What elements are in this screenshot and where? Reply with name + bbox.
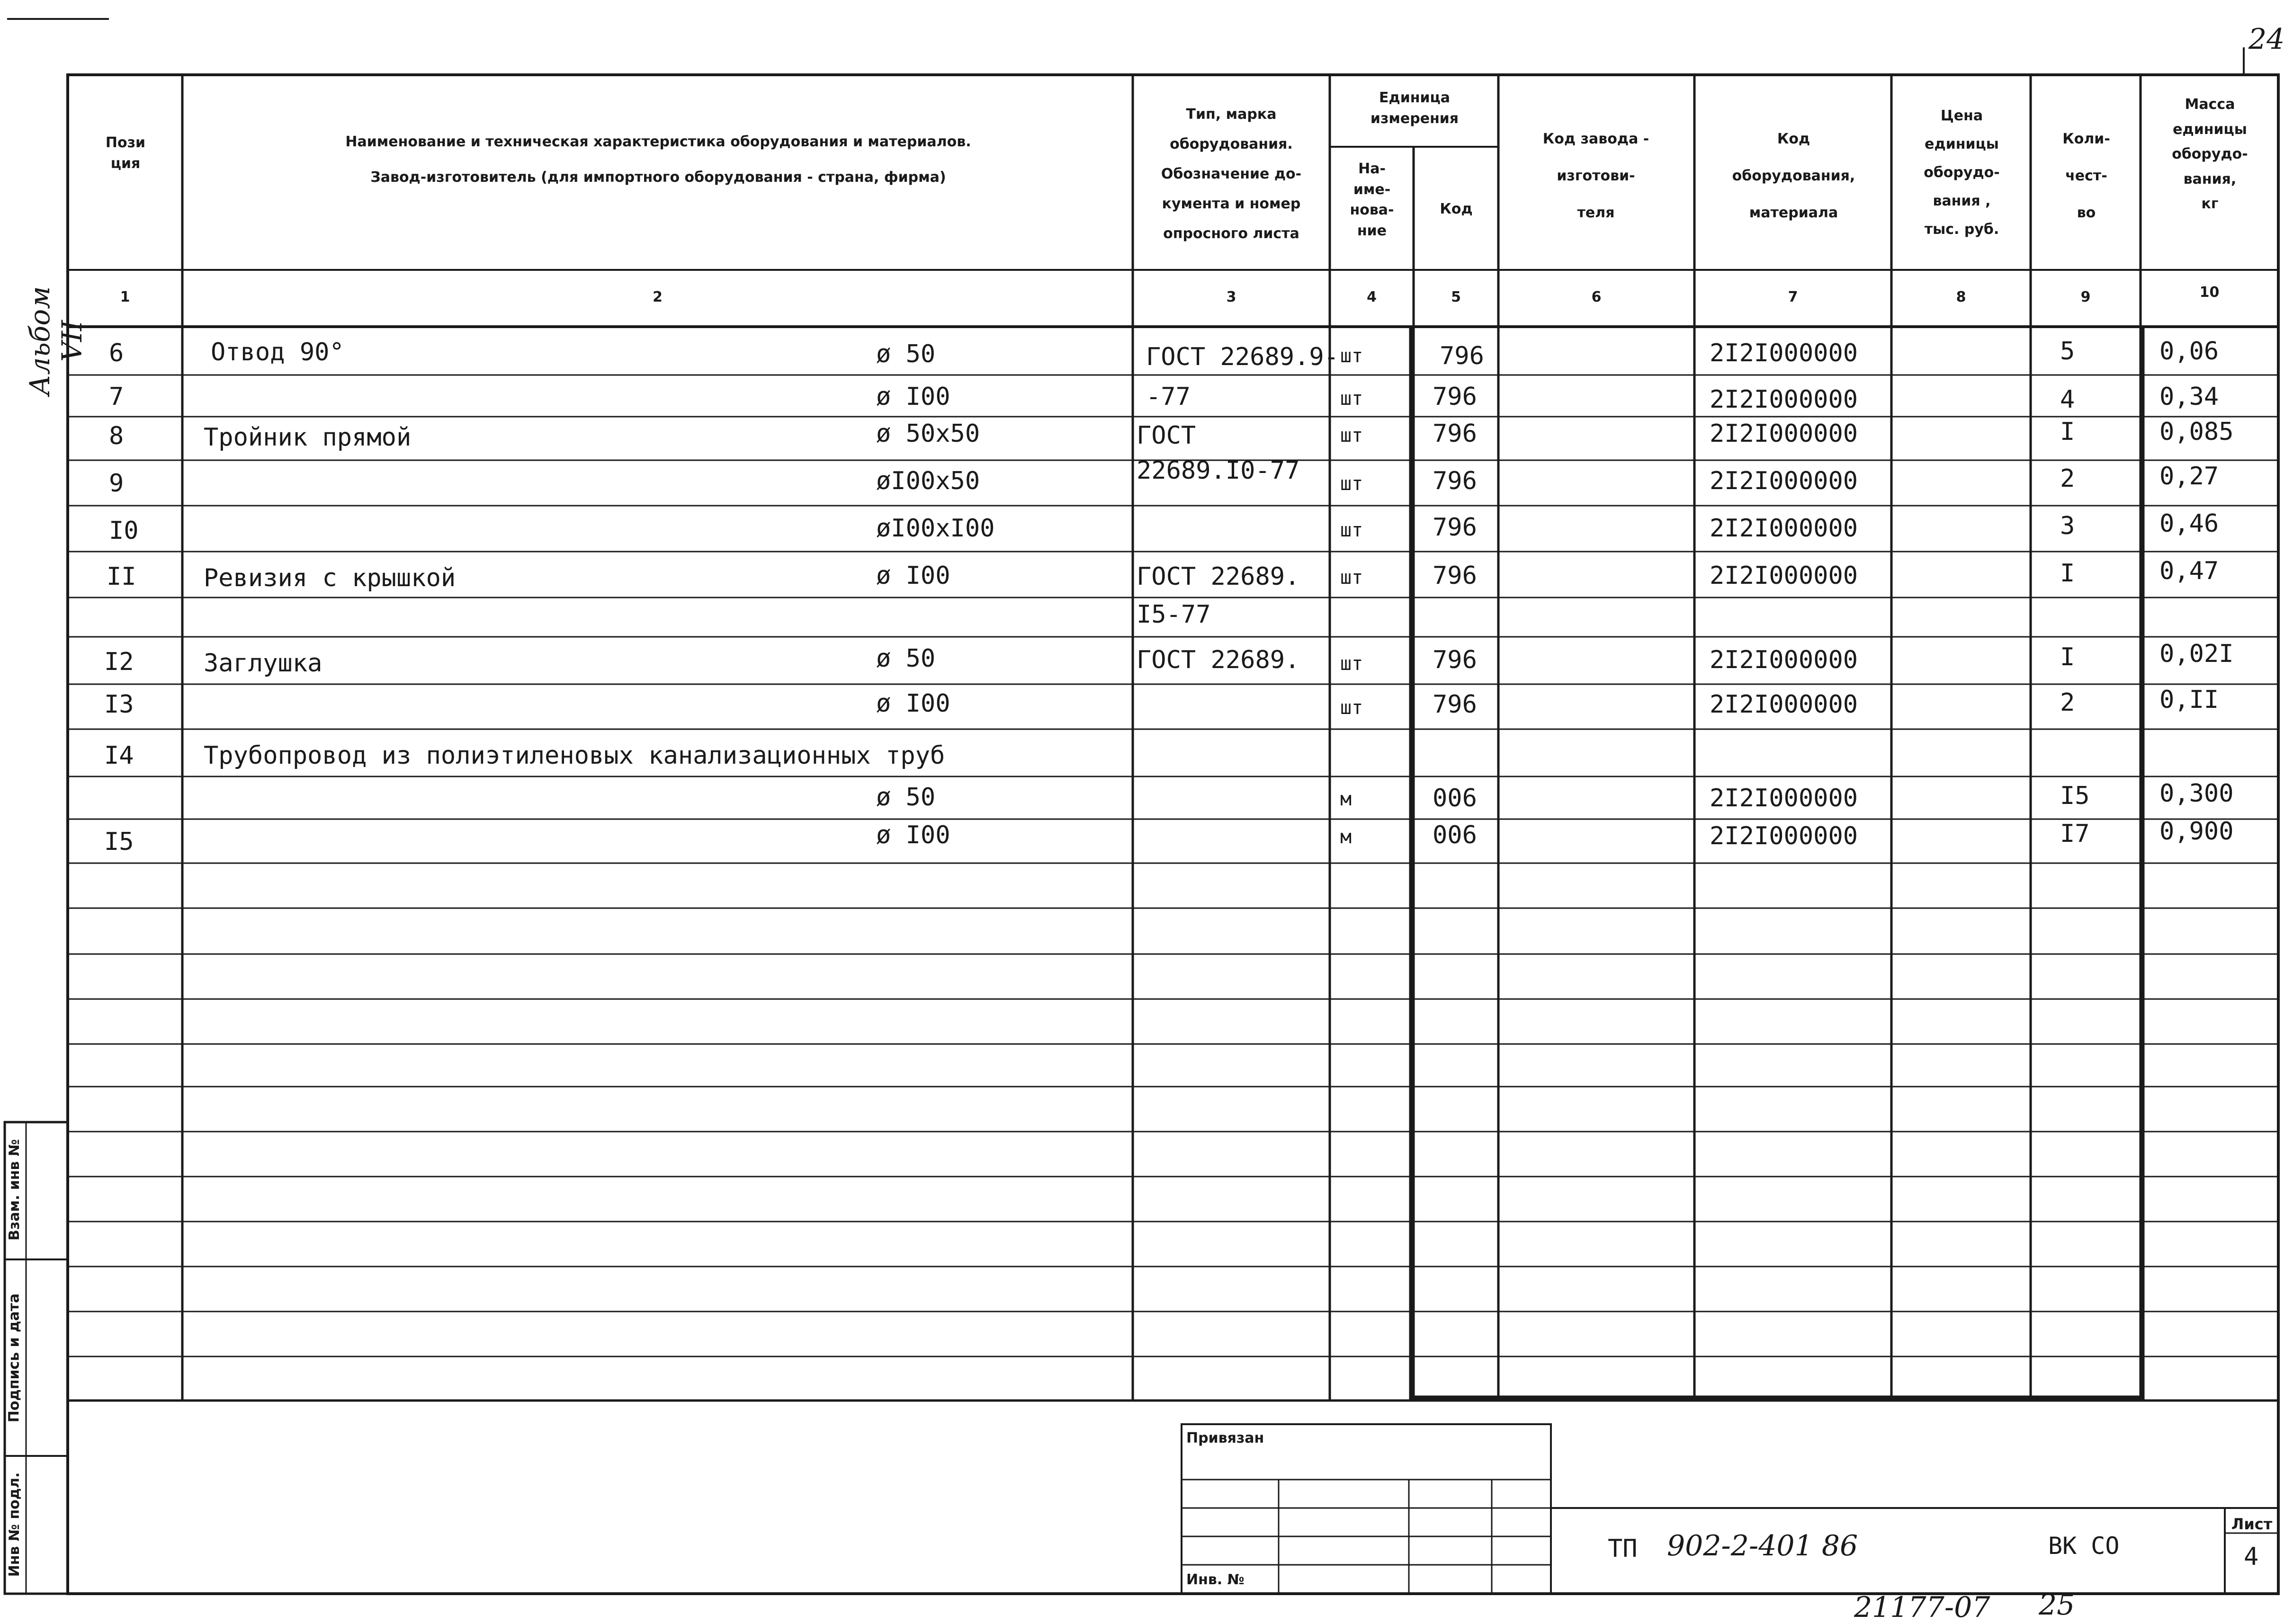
row-pos: I0 bbox=[109, 517, 139, 545]
col-header-name: Наименование и техническая характеристика оборудования и материалов. Завод-изготовитель (для импортного оборудования - страна, фирма) bbox=[345, 134, 971, 186]
row-mass: 0,085 bbox=[2159, 418, 2234, 446]
col-header-unit-code: Код bbox=[1440, 201, 1473, 217]
stamp-code-prefix: ТП bbox=[1608, 1535, 1638, 1563]
row-doc: I5-77 bbox=[1137, 600, 1211, 629]
row-unit: шт bbox=[1340, 345, 1363, 367]
row-name: Ревизия с крышкой bbox=[204, 564, 456, 592]
row-size: øI00xI00 bbox=[876, 514, 995, 543]
row-size: ø 50 bbox=[876, 783, 936, 812]
row-code: 2I2I000000 bbox=[1710, 339, 1858, 367]
col-num-2: 2 bbox=[653, 289, 663, 305]
row-doc: -77 bbox=[1146, 383, 1191, 411]
stamp-privyazan: Привязан bbox=[1186, 1430, 1264, 1446]
row-unit: шт bbox=[1340, 473, 1363, 495]
row-doc: ГОСТ 22689.9- bbox=[1146, 343, 1339, 371]
row-qty: 2 bbox=[2060, 464, 2075, 493]
col-num-9: 9 bbox=[2080, 289, 2091, 305]
row-unit-code: 796 bbox=[1440, 342, 1484, 370]
row-code: 2I2I000000 bbox=[1710, 385, 1858, 414]
stamp-section: ВК СО bbox=[2048, 1532, 2120, 1560]
row-unit: шт bbox=[1340, 567, 1363, 589]
row-mass: 0,02I bbox=[2159, 640, 2234, 668]
row-name: Тройник прямой bbox=[204, 423, 412, 452]
footer-note: 21177-07 bbox=[1854, 1591, 1990, 1624]
row-unit: шт bbox=[1340, 519, 1363, 541]
row-pos: I2 bbox=[104, 648, 134, 676]
row-unit-code: 006 bbox=[1433, 821, 1477, 849]
row-code: 2I2I000000 bbox=[1710, 514, 1858, 543]
row-qty: 5 bbox=[2060, 337, 2075, 366]
col-header-pos: Пози ция bbox=[105, 134, 146, 172]
col-num-5: 5 bbox=[1451, 289, 1461, 305]
row-code: 2I2I000000 bbox=[1710, 646, 1858, 674]
row-code: 2I2I000000 bbox=[1710, 784, 1858, 812]
col-num-7: 7 bbox=[1788, 289, 1798, 305]
row-unit: шт bbox=[1340, 697, 1363, 719]
row-name: Трубопровод из полиэтиленовых канализационных труб bbox=[204, 741, 945, 770]
row-name: Отвод 90° bbox=[211, 338, 344, 366]
row-unit: шт bbox=[1340, 653, 1363, 675]
col-num-4: 4 bbox=[1367, 289, 1377, 305]
col-header-qty: Коли- чест- во bbox=[2062, 131, 2110, 221]
row-mass: 0,46 bbox=[2159, 509, 2219, 538]
row-unit-code: 796 bbox=[1433, 383, 1477, 411]
row-pos: 8 bbox=[109, 422, 124, 450]
col-header-eq-code: Код оборудования, материала bbox=[1732, 131, 1855, 221]
row-pos: I5 bbox=[104, 828, 134, 856]
row-size: ø I00 bbox=[876, 689, 950, 718]
row-doc: ГОСТ 22689. bbox=[1137, 562, 1300, 591]
row-code: 2I2I000000 bbox=[1710, 419, 1858, 448]
row-code: 2I2I000000 bbox=[1710, 562, 1858, 590]
row-name: Заглушка bbox=[204, 649, 322, 678]
col-header-unit-name: На- име- нова- ние bbox=[1350, 161, 1394, 239]
row-unit-code: 796 bbox=[1433, 646, 1477, 674]
stamp-project-code: 902-2-401 86 bbox=[1667, 1529, 1858, 1562]
row-doc: 22689.I0-77 bbox=[1137, 456, 1300, 485]
row-qty: I5 bbox=[2060, 782, 2090, 810]
row-mass: 0,900 bbox=[2159, 817, 2234, 846]
col-header-type: Тип, марка оборудования. Обозначение до- кумента и номер опросного листа bbox=[1161, 106, 1302, 242]
row-unit-code: 796 bbox=[1433, 513, 1477, 542]
row-mass: 0,300 bbox=[2159, 779, 2234, 808]
row-mass: 0,II bbox=[2159, 686, 2219, 714]
row-size: ø 50 bbox=[876, 644, 936, 673]
row-code: 2I2I000000 bbox=[1710, 690, 1858, 719]
page-number: 24 bbox=[2248, 23, 2285, 56]
row-unit-code: 006 bbox=[1433, 784, 1477, 812]
col-num-10: 10 bbox=[2199, 284, 2220, 301]
row-pos: II bbox=[107, 562, 136, 591]
row-unit-code: 796 bbox=[1433, 690, 1477, 719]
col-header-price: Цена единицы оборудо- вания , тыс. руб. bbox=[1924, 107, 2000, 238]
side-label-replace-inv: Взам. инв № bbox=[6, 1139, 23, 1241]
footer-page: 25 bbox=[2039, 1588, 2075, 1622]
row-size: ø 50x50 bbox=[876, 419, 980, 448]
row-qty: I bbox=[2060, 643, 2075, 671]
row-code: 2I2I000000 bbox=[1710, 467, 1858, 495]
row-unit-code: 796 bbox=[1433, 562, 1477, 590]
row-unit: шт bbox=[1340, 425, 1363, 446]
col-num-1: 1 bbox=[120, 289, 130, 305]
row-mass: 0,06 bbox=[2159, 337, 2219, 366]
row-qty: I7 bbox=[2060, 820, 2090, 848]
row-pos: 9 bbox=[109, 469, 124, 498]
row-qty: I bbox=[2060, 559, 2075, 588]
col-num-3: 3 bbox=[1226, 289, 1236, 305]
row-doc: ГОСТ 22689. bbox=[1137, 646, 1300, 674]
row-mass: 0,34 bbox=[2159, 383, 2219, 411]
side-label-signature-date: Подпись и дата bbox=[6, 1293, 23, 1423]
row-pos: I3 bbox=[104, 690, 134, 719]
row-qty: 3 bbox=[2060, 512, 2075, 540]
col-header-mass: Масса единицы оборудо- вания, кг bbox=[2172, 96, 2248, 212]
col-header-plant-code: Код завода - изготови- теля bbox=[1542, 131, 1649, 221]
row-size: ø I00 bbox=[876, 562, 950, 590]
stamp-sheet-number: 4 bbox=[2244, 1543, 2259, 1571]
row-unit: шт bbox=[1340, 388, 1363, 410]
row-unit-code: 796 bbox=[1433, 419, 1477, 448]
row-unit-code: 796 bbox=[1433, 467, 1477, 495]
col-num-8: 8 bbox=[1956, 289, 1966, 305]
row-unit: м bbox=[1340, 826, 1352, 848]
album-label: Альбом VII bbox=[24, 286, 88, 396]
row-size: ø 50 bbox=[876, 340, 936, 368]
side-label-inv-orig: Инв № подл. bbox=[6, 1472, 23, 1577]
col-num-6: 6 bbox=[1591, 289, 1602, 305]
stamp-sheet-label: Лист bbox=[2231, 1515, 2273, 1533]
row-qty: 4 bbox=[2060, 385, 2075, 414]
col-header-unit-group: Единица измерения bbox=[1370, 89, 1459, 127]
row-qty: I bbox=[2060, 418, 2075, 446]
row-size: ø I00 bbox=[876, 821, 950, 849]
row-pos: 7 bbox=[109, 383, 124, 411]
row-size: øI00x50 bbox=[876, 467, 980, 495]
row-doc: ГОСТ bbox=[1137, 421, 1196, 450]
row-mass: 0,27 bbox=[2159, 462, 2219, 491]
row-pos: 6 bbox=[109, 339, 124, 367]
stamp-inv-no: Инв. № bbox=[1186, 1571, 1245, 1588]
row-qty: 2 bbox=[2060, 688, 2075, 717]
row-size: ø I00 bbox=[876, 383, 950, 411]
row-pos: I4 bbox=[104, 741, 134, 770]
row-mass: 0,47 bbox=[2159, 557, 2219, 585]
row-unit: м bbox=[1340, 788, 1352, 810]
row-code: 2I2I000000 bbox=[1710, 822, 1858, 850]
